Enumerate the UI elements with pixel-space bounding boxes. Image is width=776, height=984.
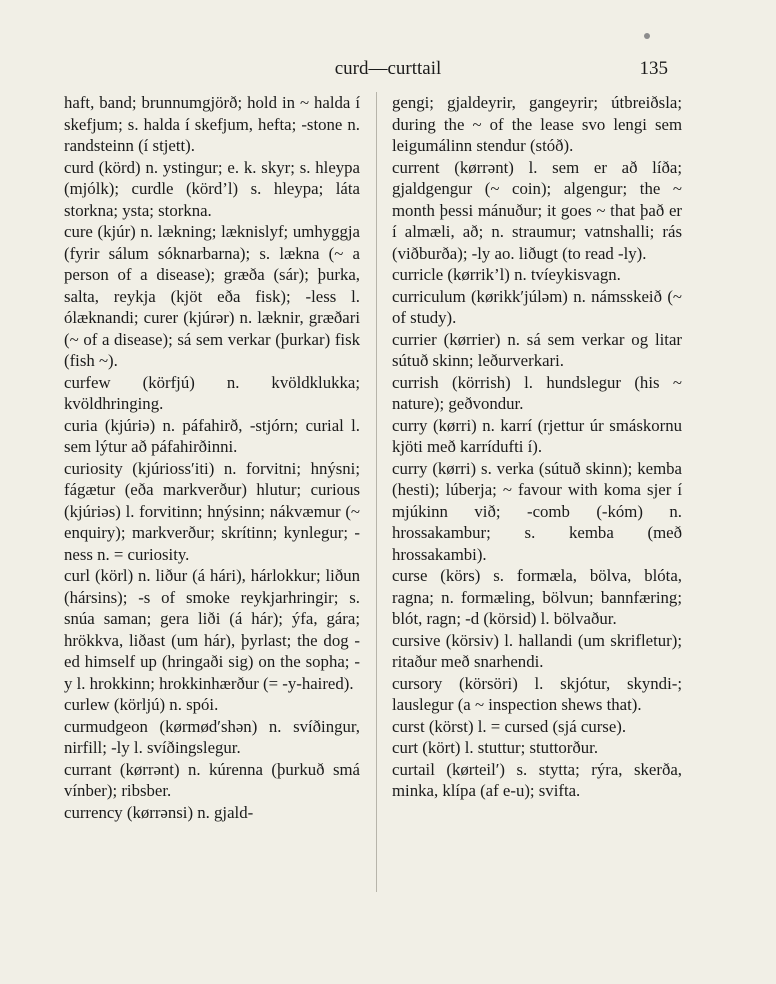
right-column <box>392 92 682 802</box>
entry-paragraph: current (kørrənt) l. sem er að líða; gjaldgengur (~ coin); algengur; the ~ month þessi mánuður; it goes ~ that það er í almæli, að; n. straumur; vatnshalli; rás (viðburða); -ly ao. liðugt (to read -ly). <box>392 157 682 263</box>
entry-paragraph: curia (kjúriə) n. páfahirð, -stjórn; curial l. sem lýtur að páfahirðinni. <box>64 415 360 456</box>
entry-paragraph: cure (kjúr) n. lækning; læknislyf; umhyggja (fyrir sálum sóknarbarna); s. lækna (~ a person of a disease); græða (sár); þurka, salta, reykja (kjöt eða fisk); -less l. ólæknandi; curer (kjúrər) n. læknir, græðari (~ of a disease); sá sem verkar (þurkar) fisk (fish ~). <box>64 222 360 370</box>
entry-paragraph: gengi; gjaldeyrir, gangeyrir; útbreiðsla; during the ~ of the lease svo lengi sem leigumálinn stendur (stóð). <box>392 93 682 155</box>
entry-paragraph: curriculum (kørikkʹjúləm) n. námsskeið (~ of study). <box>392 286 682 327</box>
entry-paragraph: currant (kørrənt) n. kúrenna (þurkuð smá vínber); ribsber. <box>64 759 360 800</box>
entry-paragraph: curry (kørri) s. verka (sútuð skinn); kemba (hesti); lúberja; ~ favour with koma sjer í mjúkinn við; -comb (-kóm) n. hrossakambur; s. kemba (með hrossakambi). <box>392 458 682 564</box>
page-header <box>0 56 776 82</box>
entry-paragraph: curry (kørri) n. karrí (rjettur úr smáskornu kjöti með karrídufti í). <box>392 415 682 456</box>
running-title: curd—curttail <box>334 58 442 79</box>
entry-paragraph: curfew (körfjú) n. kvöldklukka; kvöldhringing. <box>64 372 360 413</box>
page-number: 135 <box>639 58 668 79</box>
entry-paragraph: currish (körrish) l. hundslegur (his ~ nature); geðvondur. <box>392 372 682 413</box>
entry-paragraph: curmudgeon (kørmødʹshən) n. svíðingur, nirfill; -ly l. svíðingslegur. <box>64 716 360 757</box>
entry-paragraph: curd (körd) n. ystingur; e. k. skyr; s. hleypa (mjólk); curdle (körd’l) s. hleypa; láta storkna; ysta; storkna. <box>64 157 360 220</box>
page-mark <box>644 33 650 39</box>
entry-paragraph: curl (körl) n. liður (á hári), hárlokkur; liðun (hársins); -s of smoke reykjarhringir; s. snúa saman; gera liði (á hár); ýfa, gára; hrökkva, liðast (um hár), þyrlast; the dog -ed himself up (hringaði sig) on the sopha; -y l. hrokkinn; hrokkinhærður (= -y-haired). <box>64 566 360 693</box>
column-divider <box>376 92 377 892</box>
left-column <box>64 92 360 823</box>
entry-paragraph: curricle (kørrik’l) n. tvíeykisvagn. <box>392 265 621 284</box>
entry-paragraph: currency (kørrənsi) n. gjald- <box>64 802 254 822</box>
entry-paragraph: curse (körs) s. formæla, bölva, blóta, ragna; n. formæling, bölvun; bannfæring; blót, ragn; -d (körsid) l. bölvaður. <box>392 566 682 628</box>
entry-paragraph: curt (kört) l. stuttur; stuttorður. <box>392 738 599 757</box>
entry-paragraph: curtail (kørteilʹ) s. stytta; rýra, skerða, minka, klípa (af e-u); svifta. <box>392 759 682 800</box>
entry-paragraph: curiosity (kjúriossʹiti) n. forvitni; hnýsni; fágætur (eða markverður) hlutur; curious (kjúriəs) l. forvitinn; hnýsinn; nákvæmur (~ enquiry); markverður; skrítinn; kynlegur; -ness n. = curiosity. <box>64 458 360 564</box>
entry-paragraph: curst (körst) l. = cursed (sjá curse). <box>392 716 627 736</box>
entry-paragraph: cursory (körsöri) l. skjótur, skyndi-; lauslegur (a ~ inspection shews that). <box>392 673 682 714</box>
entry-paragraph: haft, band; brunnumgjörð; hold in ~ halda í skefjum; s. halda í skefjum, hefta; -stone n. randsteinn (í stjett). <box>64 93 360 155</box>
entry-paragraph: curlew (körljú) n. spói. <box>64 695 219 714</box>
entry-paragraph: currier (kørrier) n. sá sem verkar og litar sútuð skinn; leðurverkari. <box>392 329 682 370</box>
entry-paragraph: cursive (körsiv) l. hallandi (um skrifletur); ritaður með snarhendi. <box>392 630 682 671</box>
